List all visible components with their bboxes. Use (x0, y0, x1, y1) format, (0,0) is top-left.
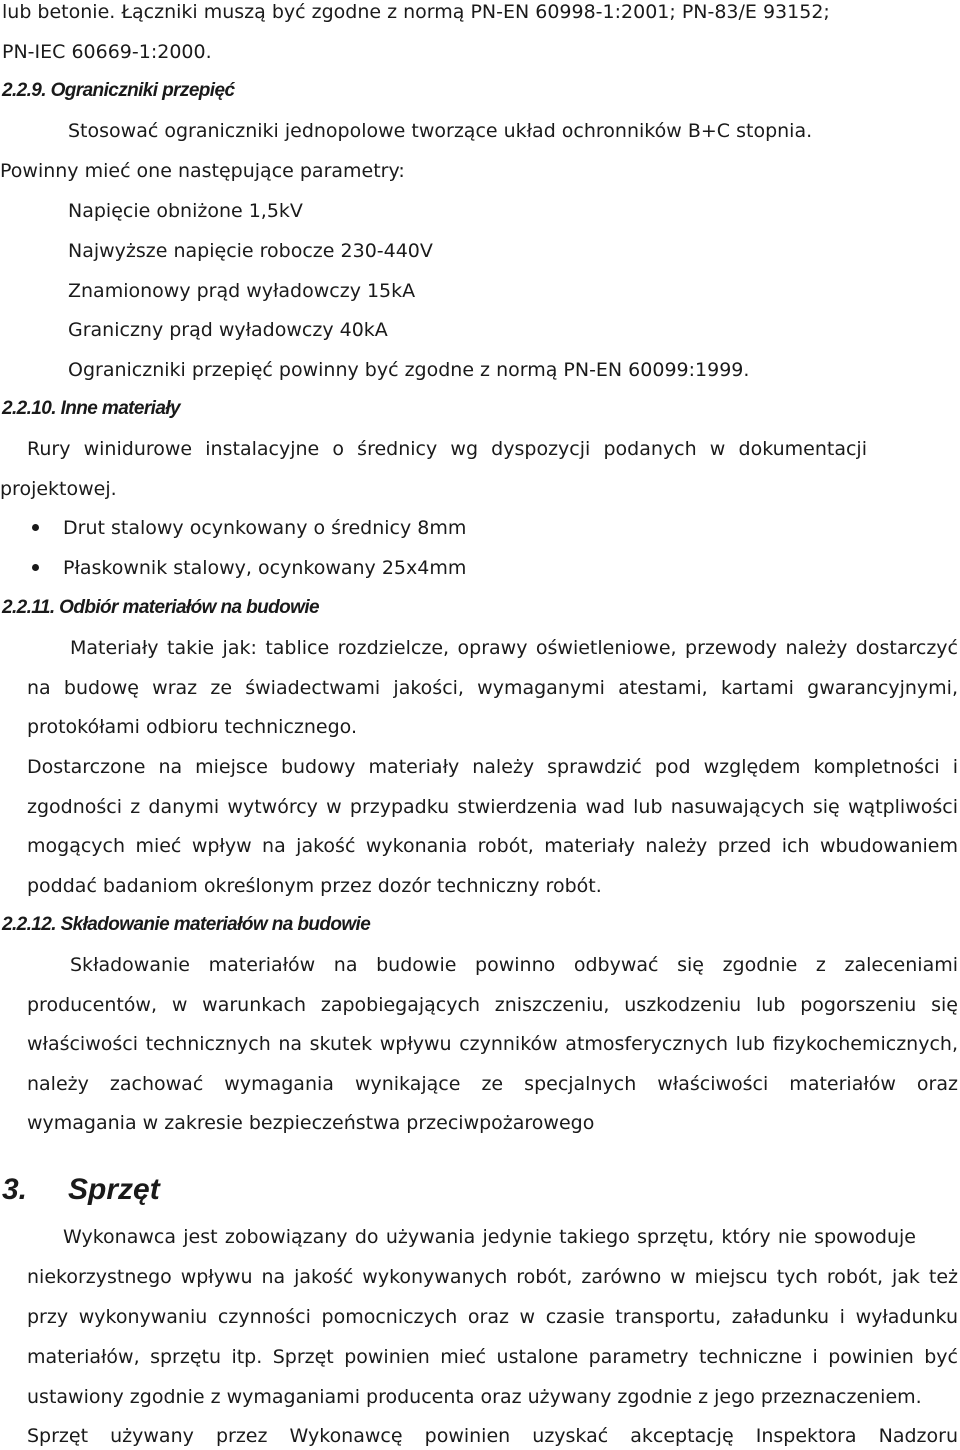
chapter-title: Sprzęt (68, 1173, 160, 1206)
s2211-paragraph-line: mogących mieć wpływ na jakość wykonania robót, materiały należy przed ich wbudowaniem (27, 835, 958, 857)
bullet-dot (32, 524, 39, 531)
param-line: Napięcie obniżone 1,5kV (68, 200, 303, 222)
section-heading-2-2-9: 2.2.9. Ograniczniki przepięć (2, 80, 235, 101)
s3-paragraph-line: ustawiony zgodnie z wymaganiami producenta oraz używany zgodnie z jego przeznaczeniem. (27, 1386, 922, 1408)
s3-paragraph-line: Wykonawca jest zobowiązany do używania jedynie takiego sprzętu, który nie spowoduje (63, 1226, 916, 1248)
s2212-paragraph-line: właściwości technicznych na skutek wpływu czynników atmosferycznych lub fizykochemicznych, (27, 1033, 958, 1055)
s229-paragraph-1: Stosować ograniczniki jednopolowe tworzące układ ochronników B+C stopnia. (68, 120, 813, 142)
section-heading-2-2-11: 2.2.11. Odbiór materiałów na budowie (2, 597, 319, 618)
s3-paragraph-line: Sprzęt używany przez Wykonawcę powinien uzyskać akceptację Inspektora Nadzoru (27, 1425, 958, 1447)
section-heading-2-2-10: 2.2.10. Inne materiały (2, 398, 180, 419)
section-heading-2-2-12: 2.2.12. Składowanie materiałów na budowie (2, 914, 371, 935)
s2212-paragraph-line: producentów, w warunkach zapobiegających zniszczeniu, uszkodzeniu lub pogorszeniu się (27, 994, 958, 1016)
s3-paragraph-line: przy wykonywaniu czynności pomocniczych oraz w czasie transportu, załadunku i wyładunku (27, 1306, 958, 1328)
s2211-paragraph-line: zgodności z danymi wytwórcy w przypadku stwierdzenia wad lub nasuwających się wątpliwości (27, 796, 958, 818)
bullet-item: Płaskownik stalowy, ocynkowany 25x4mm (63, 557, 467, 579)
s2211-paragraph-line: protokółami odbioru technicznego. (27, 716, 358, 738)
bullet-item: Drut stalowy ocynkowany o średnicy 8mm (63, 517, 467, 539)
s2212-paragraph-line: wymagania w zakresie bezpieczeństwa przeciwpożarowego (27, 1112, 595, 1134)
param-line: Ograniczniki przepięć powinny być zgodne z normą PN-EN 60099:1999. (68, 359, 750, 381)
param-line: Graniczny prąd wyładowczy 40kA (68, 319, 388, 341)
param-line: Najwyższe napięcie robocze 230-440V (68, 240, 433, 262)
s2210-paragraph-line: projektowej. (0, 478, 117, 500)
s3-paragraph-line: niekorzystnego wpływu na jakość wykonywanych robót, zarówno w miejscu tych robót, jak też (27, 1266, 958, 1288)
s2210-paragraph-line: Rury winidurowe instalacyjne o średnicy wg dyspozycji podanych w dokumentacji (27, 438, 867, 460)
s2212-paragraph-line: Składowanie materiałów na budowie powinno odbywać się zgodnie z zaleceniami (70, 954, 958, 976)
chapter-number: 3. (2, 1173, 28, 1206)
s2211-paragraph-line: poddać badaniom określonym przez dozór techniczny robót. (27, 875, 602, 897)
s2211-paragraph-line: Dostarczone na miejsce budowy materiały należy sprawdzić pod względem kompletności i (27, 756, 958, 778)
s2211-paragraph-line: na budowę wraz ze świadectwami jakości, wymaganymi atestami, kartami gwarancyjnymi, (27, 677, 958, 699)
bullet-dot (32, 564, 39, 571)
intro-line-1: lub betonie. Łączniki muszą być zgodne z normą PN-EN 60998-1:2001; PN-83/E 93152; (2, 1, 830, 23)
param-line: Znamionowy prąd wyładowczy 15kA (68, 280, 416, 302)
s229-paragraph-2: Powinny mieć one następujące parametry: (0, 160, 405, 182)
s3-paragraph-line: materiałów, sprzętu itp. Sprzęt powinien mieć ustalone parametry techniczne i powinien być (27, 1346, 958, 1368)
intro-line-2: PN-IEC 60669-1:2000. (2, 41, 212, 63)
s2211-paragraph-line: Materiały takie jak: tablice rozdzielcze, oprawy oświetleniowe, przewody należy dostarczyć (70, 637, 958, 659)
s2212-paragraph-line: należy zachować wymagania wynikające ze specjalnych właściwości materiałów oraz (27, 1073, 958, 1095)
